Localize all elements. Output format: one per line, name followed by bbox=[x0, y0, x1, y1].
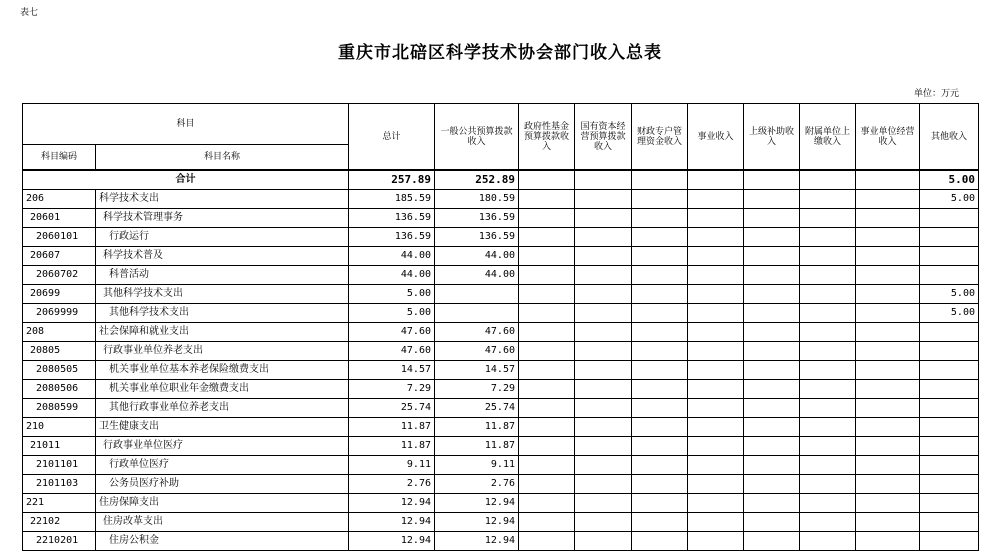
subject-header: 科目 bbox=[23, 104, 349, 145]
empty-cell bbox=[575, 247, 632, 266]
row-other-income bbox=[920, 361, 979, 380]
empty-cell bbox=[688, 285, 744, 304]
empty-cell bbox=[575, 342, 632, 361]
empty-cell bbox=[519, 361, 575, 380]
row-total: 12.94 bbox=[349, 494, 435, 513]
table-row bbox=[23, 437, 979, 456]
row-name: 科学技术支出 bbox=[96, 190, 349, 209]
empty-cell bbox=[632, 342, 688, 361]
row-total: 12.94 bbox=[349, 513, 435, 532]
empty-cell bbox=[575, 304, 632, 323]
row-name: 行政单位医疗 bbox=[96, 456, 349, 475]
empty-cell bbox=[856, 228, 920, 247]
row-code: 20699 bbox=[23, 285, 96, 304]
empty-cell bbox=[744, 323, 800, 342]
empty-cell bbox=[575, 494, 632, 513]
row-code: 20601 bbox=[23, 209, 96, 228]
empty-cell bbox=[856, 475, 920, 494]
row-other-income bbox=[920, 399, 979, 418]
empty-cell bbox=[856, 456, 920, 475]
empty-cell bbox=[744, 513, 800, 532]
empty-cell bbox=[800, 247, 856, 266]
empty-cell bbox=[856, 323, 920, 342]
empty-cell bbox=[632, 399, 688, 418]
row-code: 20805 bbox=[23, 342, 96, 361]
table-row bbox=[23, 513, 979, 532]
income-summary-table bbox=[22, 103, 979, 551]
empty-cell bbox=[632, 323, 688, 342]
empty-cell bbox=[519, 304, 575, 323]
row-total: 5.00 bbox=[349, 304, 435, 323]
empty-cell bbox=[744, 209, 800, 228]
empty-cell bbox=[519, 494, 575, 513]
empty-cell bbox=[688, 494, 744, 513]
row-name: 行政运行 bbox=[96, 228, 349, 247]
row-code: 210 bbox=[23, 418, 96, 437]
row-name: 其他行政事业单位养老支出 bbox=[96, 399, 349, 418]
empty-cell bbox=[519, 266, 575, 285]
empty-cell bbox=[744, 247, 800, 266]
row-general-budget: 2.76 bbox=[435, 475, 519, 494]
empty-cell bbox=[800, 285, 856, 304]
empty-cell bbox=[744, 228, 800, 247]
row-name: 其他科学技术支出 bbox=[96, 285, 349, 304]
row-general-budget: 44.00 bbox=[435, 247, 519, 266]
table-row bbox=[23, 342, 979, 361]
row-total: 5.00 bbox=[349, 285, 435, 304]
row-code: 221 bbox=[23, 494, 96, 513]
empty-cell bbox=[688, 513, 744, 532]
empty-cell bbox=[575, 228, 632, 247]
col-header-government-fund: 政府性基金预算拨款收入 bbox=[519, 104, 575, 171]
empty-cell bbox=[575, 285, 632, 304]
row-total: 9.11 bbox=[349, 456, 435, 475]
table-row bbox=[23, 532, 979, 551]
row-total: 11.87 bbox=[349, 418, 435, 437]
empty-cell bbox=[575, 513, 632, 532]
row-total: 14.57 bbox=[349, 361, 435, 380]
empty-cell bbox=[856, 190, 920, 209]
empty-cell bbox=[688, 266, 744, 285]
row-general-budget: 12.94 bbox=[435, 513, 519, 532]
empty-cell bbox=[856, 304, 920, 323]
empty-cell bbox=[688, 190, 744, 209]
empty-cell bbox=[519, 170, 575, 190]
row-other-income bbox=[920, 513, 979, 532]
empty-cell bbox=[800, 190, 856, 209]
empty-cell bbox=[800, 399, 856, 418]
empty-cell bbox=[744, 380, 800, 399]
empty-cell bbox=[519, 418, 575, 437]
empty-cell bbox=[632, 304, 688, 323]
col-header-other-income: 其他收入 bbox=[920, 104, 979, 171]
empty-cell bbox=[632, 247, 688, 266]
empty-cell bbox=[800, 418, 856, 437]
row-code: 21011 bbox=[23, 437, 96, 456]
empty-cell bbox=[519, 456, 575, 475]
empty-cell bbox=[856, 247, 920, 266]
row-general-budget: 47.60 bbox=[435, 323, 519, 342]
row-general-budget: 9.11 bbox=[435, 456, 519, 475]
empty-cell bbox=[856, 380, 920, 399]
empty-cell bbox=[688, 456, 744, 475]
row-total: 44.00 bbox=[349, 247, 435, 266]
empty-cell bbox=[632, 456, 688, 475]
empty-cell bbox=[800, 266, 856, 285]
table-row bbox=[23, 380, 979, 399]
empty-cell bbox=[688, 323, 744, 342]
empty-cell bbox=[632, 170, 688, 190]
row-general-budget bbox=[435, 285, 519, 304]
empty-cell bbox=[744, 532, 800, 551]
total-other: 5.00 bbox=[920, 170, 979, 190]
row-name: 住房公积金 bbox=[96, 532, 349, 551]
row-other-income: 5.00 bbox=[920, 285, 979, 304]
empty-cell bbox=[744, 342, 800, 361]
row-general-budget: 7.29 bbox=[435, 380, 519, 399]
col-header-operating-income: 事业单位经营收入 bbox=[856, 104, 920, 171]
empty-cell bbox=[688, 380, 744, 399]
col-header-special-account: 财政专户管理资金收入 bbox=[632, 104, 688, 171]
table-number-label: 表七 bbox=[20, 8, 39, 18]
empty-cell bbox=[800, 532, 856, 551]
table-row bbox=[23, 304, 979, 323]
row-other-income bbox=[920, 418, 979, 437]
table-row bbox=[23, 475, 979, 494]
row-general-budget: 136.59 bbox=[435, 228, 519, 247]
empty-cell bbox=[744, 475, 800, 494]
table-row bbox=[23, 418, 979, 437]
row-total: 11.87 bbox=[349, 437, 435, 456]
empty-cell bbox=[632, 475, 688, 494]
empty-cell bbox=[575, 532, 632, 551]
row-total: 47.60 bbox=[349, 342, 435, 361]
empty-cell bbox=[519, 209, 575, 228]
row-other-income bbox=[920, 266, 979, 285]
empty-cell bbox=[632, 437, 688, 456]
table-row bbox=[23, 361, 979, 380]
row-other-income bbox=[920, 456, 979, 475]
empty-cell bbox=[744, 418, 800, 437]
empty-cell bbox=[519, 437, 575, 456]
empty-cell bbox=[800, 494, 856, 513]
row-general-budget: 25.74 bbox=[435, 399, 519, 418]
row-total: 25.74 bbox=[349, 399, 435, 418]
empty-cell bbox=[800, 209, 856, 228]
name-header: 科目名称 bbox=[96, 145, 349, 171]
empty-cell bbox=[688, 342, 744, 361]
row-other-income bbox=[920, 475, 979, 494]
empty-cell bbox=[632, 190, 688, 209]
empty-cell bbox=[856, 494, 920, 513]
empty-cell bbox=[519, 380, 575, 399]
row-name: 社会保障和就业支出 bbox=[96, 323, 349, 342]
empty-cell bbox=[800, 304, 856, 323]
row-code: 20607 bbox=[23, 247, 96, 266]
row-total: 7.29 bbox=[349, 380, 435, 399]
empty-cell bbox=[575, 437, 632, 456]
row-name: 科学技术普及 bbox=[96, 247, 349, 266]
row-code: 2069999 bbox=[23, 304, 96, 323]
row-code: 2101101 bbox=[23, 456, 96, 475]
row-name: 行政事业单位养老支出 bbox=[96, 342, 349, 361]
empty-cell bbox=[519, 342, 575, 361]
empty-cell bbox=[688, 418, 744, 437]
row-other-income bbox=[920, 228, 979, 247]
col-header-state-capital: 国有资本经营预算拨款收入 bbox=[575, 104, 632, 171]
row-total: 12.94 bbox=[349, 532, 435, 551]
empty-cell bbox=[632, 494, 688, 513]
col-header-affiliated-units: 附属单位上缴收入 bbox=[800, 104, 856, 171]
empty-cell bbox=[688, 304, 744, 323]
empty-cell bbox=[519, 247, 575, 266]
row-name: 行政事业单位医疗 bbox=[96, 437, 349, 456]
row-code: 2060702 bbox=[23, 266, 96, 285]
row-total: 47.60 bbox=[349, 323, 435, 342]
row-code: 2101103 bbox=[23, 475, 96, 494]
empty-cell bbox=[519, 190, 575, 209]
row-name: 公务员医疗补助 bbox=[96, 475, 349, 494]
empty-cell bbox=[856, 418, 920, 437]
row-code: 2080599 bbox=[23, 399, 96, 418]
row-name: 其他科学技术支出 bbox=[96, 304, 349, 323]
row-general-budget bbox=[435, 304, 519, 323]
row-general-budget: 47.60 bbox=[435, 342, 519, 361]
col-header-superior-subsidy: 上级补助收入 bbox=[744, 104, 800, 171]
empty-cell bbox=[856, 342, 920, 361]
empty-cell bbox=[800, 437, 856, 456]
unit-label: 单位：万元 bbox=[914, 89, 960, 99]
empty-cell bbox=[519, 532, 575, 551]
row-general-budget: 44.00 bbox=[435, 266, 519, 285]
empty-cell bbox=[575, 190, 632, 209]
empty-cell bbox=[856, 513, 920, 532]
row-total: 136.59 bbox=[349, 228, 435, 247]
row-general-budget: 12.94 bbox=[435, 532, 519, 551]
row-total: 44.00 bbox=[349, 266, 435, 285]
empty-cell bbox=[744, 399, 800, 418]
empty-cell bbox=[688, 170, 744, 190]
row-name: 卫生健康支出 bbox=[96, 418, 349, 437]
row-total: 136.59 bbox=[349, 209, 435, 228]
empty-cell bbox=[575, 380, 632, 399]
table-row bbox=[23, 323, 979, 342]
empty-cell bbox=[688, 532, 744, 551]
empty-cell bbox=[632, 380, 688, 399]
row-other-income bbox=[920, 380, 979, 399]
row-code: 208 bbox=[23, 323, 96, 342]
row-code: 2080506 bbox=[23, 380, 96, 399]
row-other-income bbox=[920, 323, 979, 342]
empty-cell bbox=[744, 190, 800, 209]
row-code: 2060101 bbox=[23, 228, 96, 247]
row-general-budget: 12.94 bbox=[435, 494, 519, 513]
total-label: 合计 bbox=[23, 170, 349, 190]
row-other-income bbox=[920, 532, 979, 551]
row-general-budget: 136.59 bbox=[435, 209, 519, 228]
row-other-income bbox=[920, 494, 979, 513]
empty-cell bbox=[856, 209, 920, 228]
empty-cell bbox=[856, 437, 920, 456]
empty-cell bbox=[519, 475, 575, 494]
empty-cell bbox=[688, 437, 744, 456]
empty-cell bbox=[575, 361, 632, 380]
row-code: 22102 bbox=[23, 513, 96, 532]
table-row bbox=[23, 190, 979, 209]
row-name: 机关事业单位职业年金缴费支出 bbox=[96, 380, 349, 399]
empty-cell bbox=[632, 209, 688, 228]
row-other-income bbox=[920, 209, 979, 228]
empty-cell bbox=[744, 361, 800, 380]
table-row bbox=[23, 247, 979, 266]
empty-cell bbox=[800, 170, 856, 190]
table-row bbox=[23, 456, 979, 475]
col-header-total: 总计 bbox=[349, 104, 435, 171]
row-other-income bbox=[920, 247, 979, 266]
empty-cell bbox=[575, 456, 632, 475]
empty-cell bbox=[688, 475, 744, 494]
row-total: 185.59 bbox=[349, 190, 435, 209]
col-header-business-income: 事业收入 bbox=[688, 104, 744, 171]
col-header-general-budget: 一般公共预算拨款收入 bbox=[435, 104, 519, 171]
empty-cell bbox=[800, 228, 856, 247]
empty-cell bbox=[744, 285, 800, 304]
table-row bbox=[23, 285, 979, 304]
empty-cell bbox=[856, 266, 920, 285]
empty-cell bbox=[688, 247, 744, 266]
row-other-income: 5.00 bbox=[920, 190, 979, 209]
row-code: 206 bbox=[23, 190, 96, 209]
empty-cell bbox=[632, 285, 688, 304]
row-general-budget: 11.87 bbox=[435, 437, 519, 456]
empty-cell bbox=[744, 437, 800, 456]
empty-cell bbox=[856, 532, 920, 551]
row-total: 2.76 bbox=[349, 475, 435, 494]
empty-cell bbox=[575, 266, 632, 285]
empty-cell bbox=[688, 361, 744, 380]
empty-cell bbox=[632, 532, 688, 551]
code-header: 科目编码 bbox=[23, 145, 96, 171]
empty-cell bbox=[632, 266, 688, 285]
empty-cell bbox=[856, 170, 920, 190]
empty-cell bbox=[800, 475, 856, 494]
empty-cell bbox=[744, 456, 800, 475]
empty-cell bbox=[632, 418, 688, 437]
empty-cell bbox=[575, 209, 632, 228]
empty-cell bbox=[632, 361, 688, 380]
empty-cell bbox=[800, 323, 856, 342]
table-row bbox=[23, 399, 979, 418]
empty-cell bbox=[575, 475, 632, 494]
row-other-income bbox=[920, 437, 979, 456]
empty-cell bbox=[800, 342, 856, 361]
empty-cell bbox=[688, 228, 744, 247]
empty-cell bbox=[519, 513, 575, 532]
empty-cell bbox=[744, 170, 800, 190]
row-name: 科普活动 bbox=[96, 266, 349, 285]
page-title: 重庆市北碚区科学技术协会部门收入总表 bbox=[338, 43, 662, 63]
table-row bbox=[23, 209, 979, 228]
empty-cell bbox=[744, 304, 800, 323]
row-name: 住房改革支出 bbox=[96, 513, 349, 532]
empty-cell bbox=[856, 285, 920, 304]
row-general-budget: 11.87 bbox=[435, 418, 519, 437]
row-general-budget: 180.59 bbox=[435, 190, 519, 209]
empty-cell bbox=[800, 513, 856, 532]
row-other-income bbox=[920, 342, 979, 361]
empty-cell bbox=[575, 323, 632, 342]
empty-cell bbox=[519, 285, 575, 304]
table-row bbox=[23, 494, 979, 513]
empty-cell bbox=[632, 513, 688, 532]
empty-cell bbox=[519, 399, 575, 418]
empty-cell bbox=[688, 399, 744, 418]
row-name: 科学技术管理事务 bbox=[96, 209, 349, 228]
empty-cell bbox=[632, 228, 688, 247]
total-row bbox=[23, 170, 979, 190]
empty-cell bbox=[688, 209, 744, 228]
total-general: 252.89 bbox=[435, 170, 519, 190]
empty-cell bbox=[575, 170, 632, 190]
row-name: 机关事业单位基本养老保险缴费支出 bbox=[96, 361, 349, 380]
table-row bbox=[23, 266, 979, 285]
table-row bbox=[23, 228, 979, 247]
empty-cell bbox=[800, 361, 856, 380]
empty-cell bbox=[575, 399, 632, 418]
empty-cell bbox=[856, 399, 920, 418]
row-name: 住房保障支出 bbox=[96, 494, 349, 513]
empty-cell bbox=[744, 494, 800, 513]
empty-cell bbox=[800, 380, 856, 399]
empty-cell bbox=[744, 266, 800, 285]
row-code: 2080505 bbox=[23, 361, 96, 380]
empty-cell bbox=[800, 456, 856, 475]
empty-cell bbox=[575, 418, 632, 437]
row-other-income: 5.00 bbox=[920, 304, 979, 323]
row-general-budget: 14.57 bbox=[435, 361, 519, 380]
total-sum: 257.89 bbox=[349, 170, 435, 190]
empty-cell bbox=[519, 228, 575, 247]
empty-cell bbox=[519, 323, 575, 342]
row-code: 2210201 bbox=[23, 532, 96, 551]
empty-cell bbox=[856, 361, 920, 380]
